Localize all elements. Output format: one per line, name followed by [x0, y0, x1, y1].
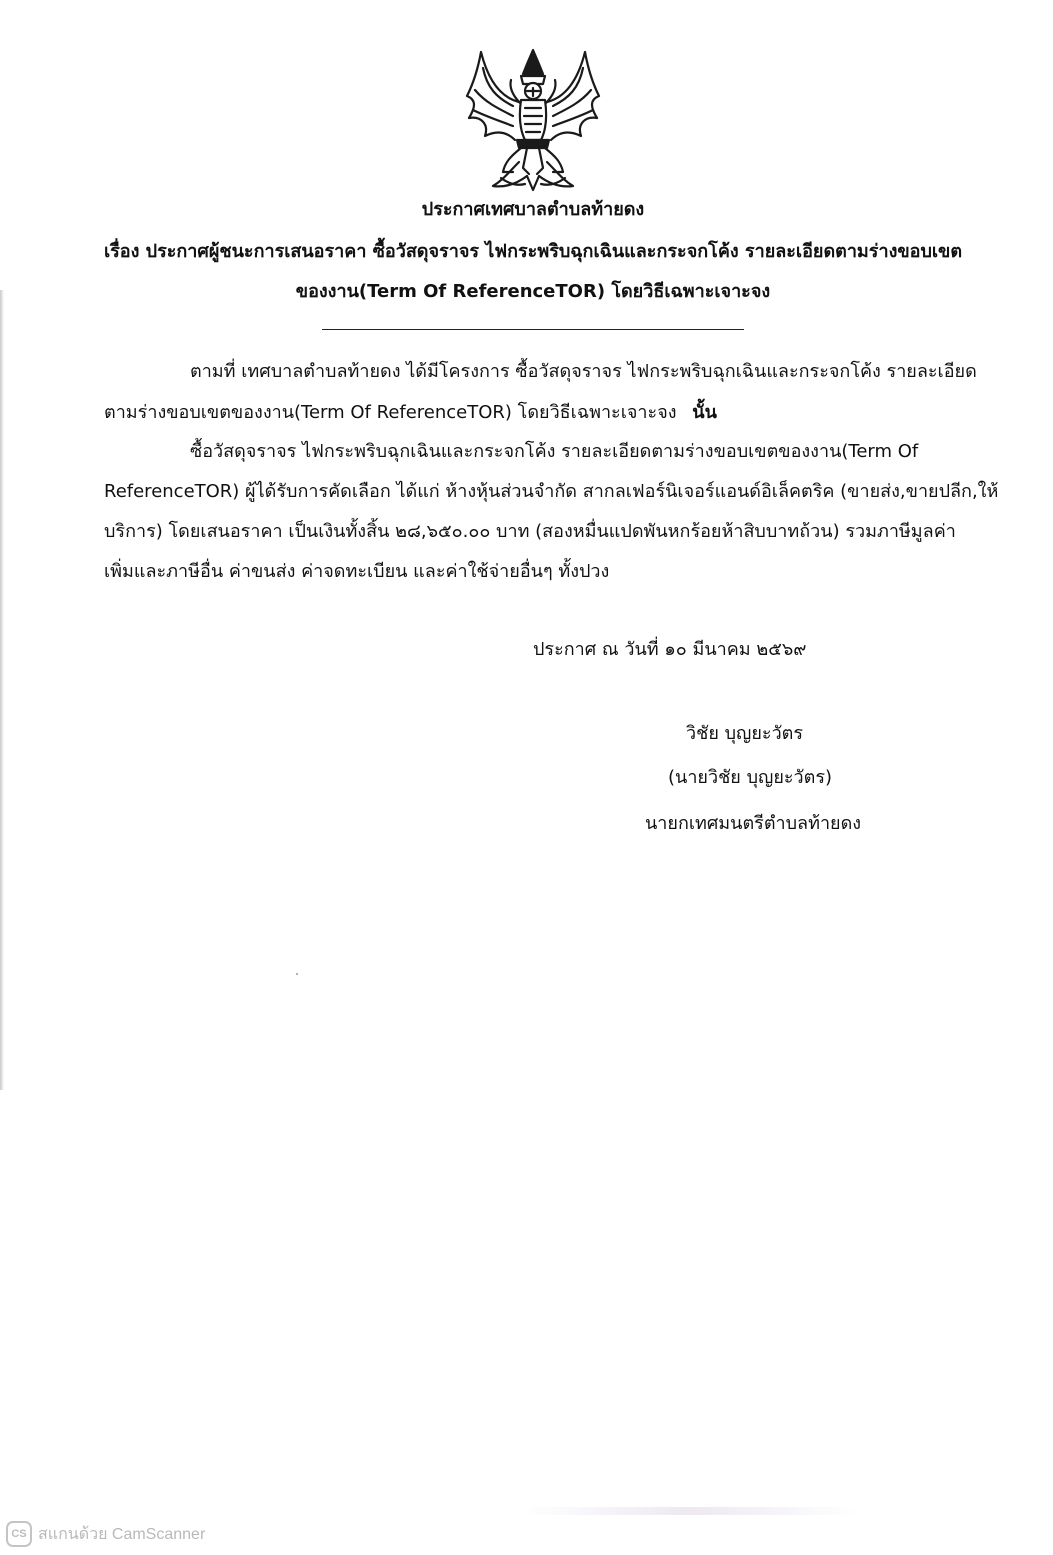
signature-full-name: (นายวิชัย บุญยะวัตร)	[668, 767, 833, 788]
signature-name: วิชัย บุญยะวัตร	[686, 723, 804, 744]
paragraph-2-line-2: ReferenceTOR) ผู้ได้รับการคัดเลือก ได้แก่ ห้างหุ้นส่วนจำกัด สากลเฟอร์นิเจอร์แอนด์อิเล็คตริค (ขายส่ง,ขายปลีก,ให้	[104, 481, 999, 502]
scan-bottom-shade	[520, 1507, 860, 1515]
camscanner-text: สแกนด้วย CamScanner	[38, 1525, 206, 1543]
scan-edge-shadow	[0, 290, 4, 1090]
paragraph-1-line-2-text: ตามร่างขอบเขตของงาน(Term Of ReferenceTOR) โดยวิธีเฉพาะเจาะจง	[104, 402, 677, 423]
camscanner-logo-icon: CS	[6, 1521, 32, 1547]
scan-speck	[296, 973, 298, 975]
camscanner-watermark	[6, 1520, 205, 1548]
paragraph-1-line-2	[104, 401, 717, 425]
signature-position: นายกเทศมนตรีตำบลท้ายดง	[645, 813, 862, 834]
paragraph-2-line-4: เพิ่มและภาษีอื่น ค่าขนส่ง ค่าจดทะเบียน และค่าใช้จ่ายอื่นๆ ทั้งปวง	[104, 561, 610, 582]
subject-line-1: เรื่อง ประกาศผู้ชนะการเสนอราคา ซื้อวัสดุจราจร ไฟกระพริบฉุกเฉินและกระจกโค้ง รายละเอียดตามร่างขอบเขต	[103, 241, 963, 262]
garuda-emblem-icon	[463, 44, 603, 194]
subject-line-2: ของงาน(Term Of ReferenceTOR) โดยวิธีเฉพาะเจาะจง	[295, 281, 771, 302]
paragraph-2-line-3: บริการ) โดยเสนอราคา เป็นเงินทั้งสิ้น ๒๘,๖๕๐.๐๐ บาท (สองหมื่นแปดพันหกร้อยห้าสิบบาทถ้วน) รวมภาษีมูลค่า	[104, 521, 956, 542]
paragraph-2-line-1: ซื้อวัสดุจราจร ไฟกระพริบฉุกเฉินและกระจกโค้ง รายละเอียดตามร่างขอบเขตของงาน(Term Of	[190, 441, 919, 462]
announce-date: ประกาศ ณ วันที่ ๑๐ มีนาคม ๒๕๖๙	[533, 639, 807, 660]
paragraph-1-line-1: ตามที่ เทศบาลตำบลท้ายดง ได้มีโครงการ ซื้อวัสดุจราจร ไฟกระพริบฉุกเฉินและกระจกโค้ง รายละเอียด	[190, 361, 977, 382]
title-divider	[322, 329, 744, 330]
paragraph-1-end-word: นั้น	[692, 402, 717, 423]
document-title: ประกาศเทศบาลตำบลท้ายดง	[421, 199, 645, 220]
